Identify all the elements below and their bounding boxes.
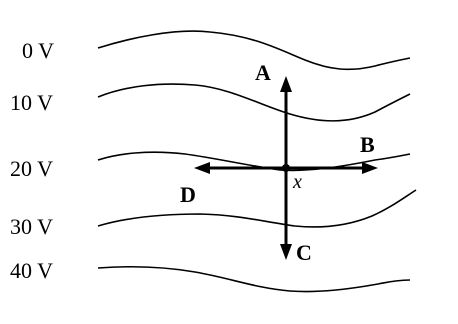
equipotential-line-30v bbox=[98, 190, 416, 227]
direction-label-d: D bbox=[180, 182, 196, 207]
arrow-down-head-icon bbox=[280, 244, 292, 260]
label-20v: 20 V bbox=[10, 156, 53, 181]
arrow-a bbox=[280, 76, 292, 168]
arrow-left-head-icon bbox=[194, 162, 210, 174]
point-x-label: x bbox=[293, 171, 302, 193]
label-40v: 40 V bbox=[10, 258, 53, 283]
equipotential-line-0v bbox=[98, 31, 410, 69]
label-30v: 30 V bbox=[10, 214, 53, 239]
direction-label-b: B bbox=[360, 132, 375, 157]
arrow-c bbox=[280, 168, 292, 260]
direction-label-c: C bbox=[296, 240, 312, 265]
direction-label-a: A bbox=[255, 60, 271, 85]
arrow-up-head-icon bbox=[280, 76, 292, 92]
point-x-dot bbox=[282, 164, 290, 172]
equipotential-line-10v bbox=[98, 84, 410, 121]
arrow-right-head-icon bbox=[362, 162, 378, 174]
label-10v: 10 V bbox=[10, 90, 53, 115]
equipotential-line-40v bbox=[98, 267, 410, 292]
label-0v: 0 V bbox=[22, 38, 54, 63]
